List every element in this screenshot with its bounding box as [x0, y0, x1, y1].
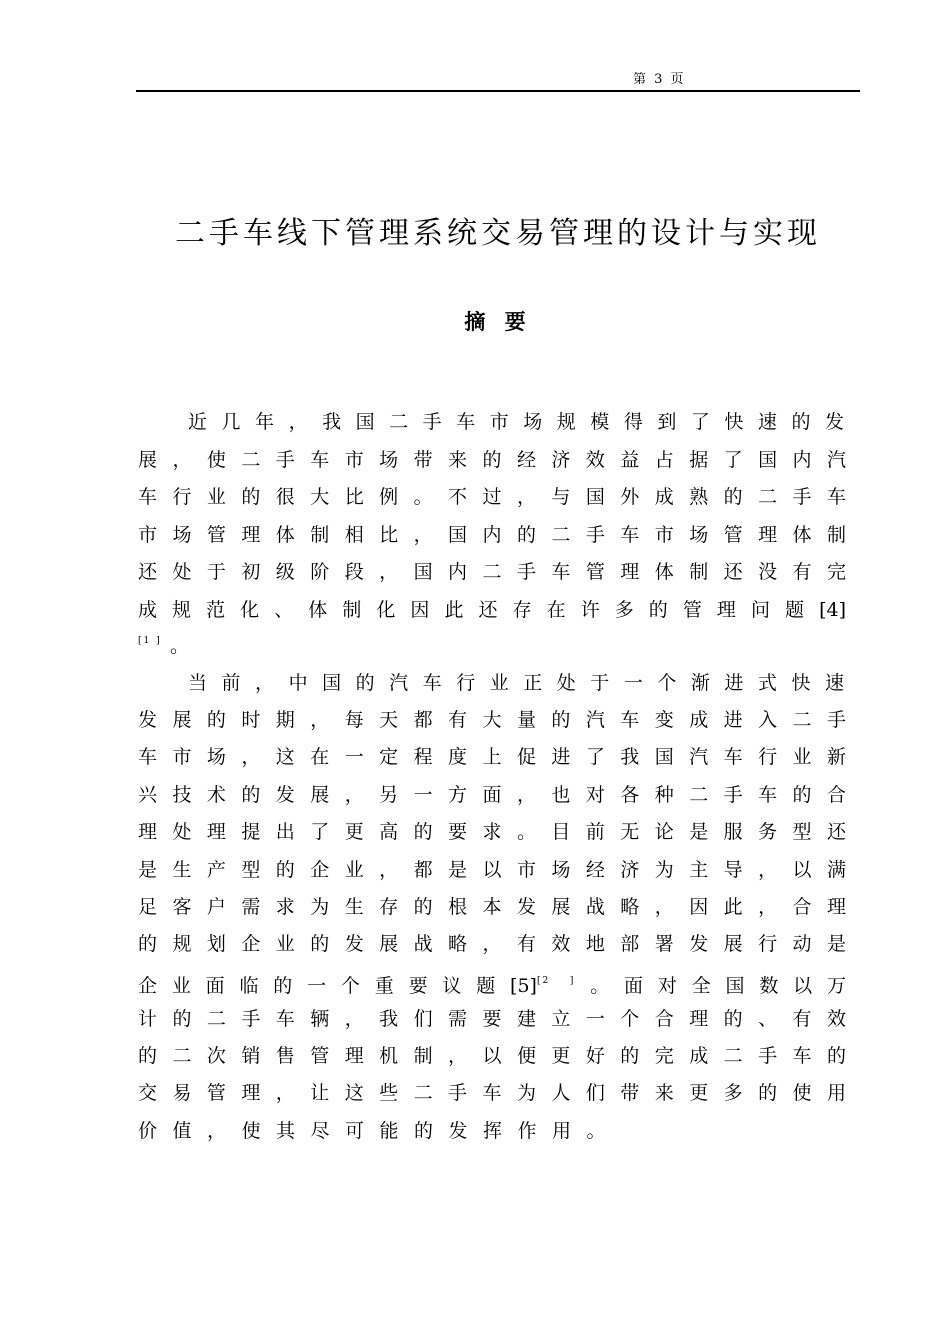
paragraph-line: 价值，使其尽可能的发挥作用。 — [138, 1120, 622, 1142]
paragraph-line: 当前，中国的汽车行业正处于一个渐进式快速 — [188, 672, 844, 694]
paragraph-line: 是生产型的企业，都是以市场经济为主导，以满 — [138, 859, 846, 881]
paragraph-line: 车市场，这在一定程度上促进了我国汽车行业新 — [138, 746, 846, 768]
paragraph-line: 交易管理，让这些二手车为人们带来更多的使用 — [138, 1082, 846, 1104]
citation-superscript: [1 ] — [138, 636, 162, 646]
paragraph-line: 理处理提出了更高的要求。目前无论是服务型还 — [138, 821, 846, 843]
paragraph-line: 还处于初级阶段，国内二手车管理体制还没有完 — [138, 561, 846, 583]
paragraph-line: 近几年，我国二手车市场规模得到了快速的发 — [188, 411, 844, 433]
paragraph-line: 计的二手车辆，我们需要建立一个合理的、有效 — [138, 1008, 846, 1030]
document-title: 二手车线下管理系统交易管理的设计与实现 — [175, 216, 821, 251]
paragraph-text: 企业面临的一个重要议题[5] — [138, 975, 537, 997]
paragraph-line: 的规划企业的发展战略，有效地部署发展行动是 — [138, 933, 846, 955]
paragraph-line: 市场管理体制相比，国内的二手车市场管理体制 — [138, 524, 846, 546]
paragraph-line: 发展的时期，每天都有大量的汽车变成进入二手 — [138, 709, 846, 731]
paragraph-line: 的二次销售管理机制，以便更好的完成二手车的 — [138, 1045, 846, 1067]
paragraph-line: 。 — [170, 635, 190, 657]
paragraph-line: 兴技术的发展，另一方面，也对各种二手车的合 — [138, 784, 846, 806]
citation-superscript: [2 ] — [536, 976, 576, 986]
abstract-heading: 摘 要 — [464, 310, 532, 334]
paragraph-line: 车行业的很大比例。不过，与国外成熟的二手车 — [138, 486, 846, 508]
paragraph-text: 。面对全国数以万 — [575, 975, 846, 997]
paragraph-line: 足客户需求为生存的根本发展战略，因此，合理 — [138, 896, 846, 918]
page-header — [136, 66, 860, 92]
paragraph-line: 展，使二手车市场带来的经济效益占据了国内汽 — [138, 449, 846, 471]
paragraph-line: 成规范化、体制化因此还存在许多的管理问题[4] — [138, 599, 846, 621]
page-number: 第 3 页 — [633, 72, 686, 87]
paragraph-line-with-citation — [138, 967, 846, 995]
